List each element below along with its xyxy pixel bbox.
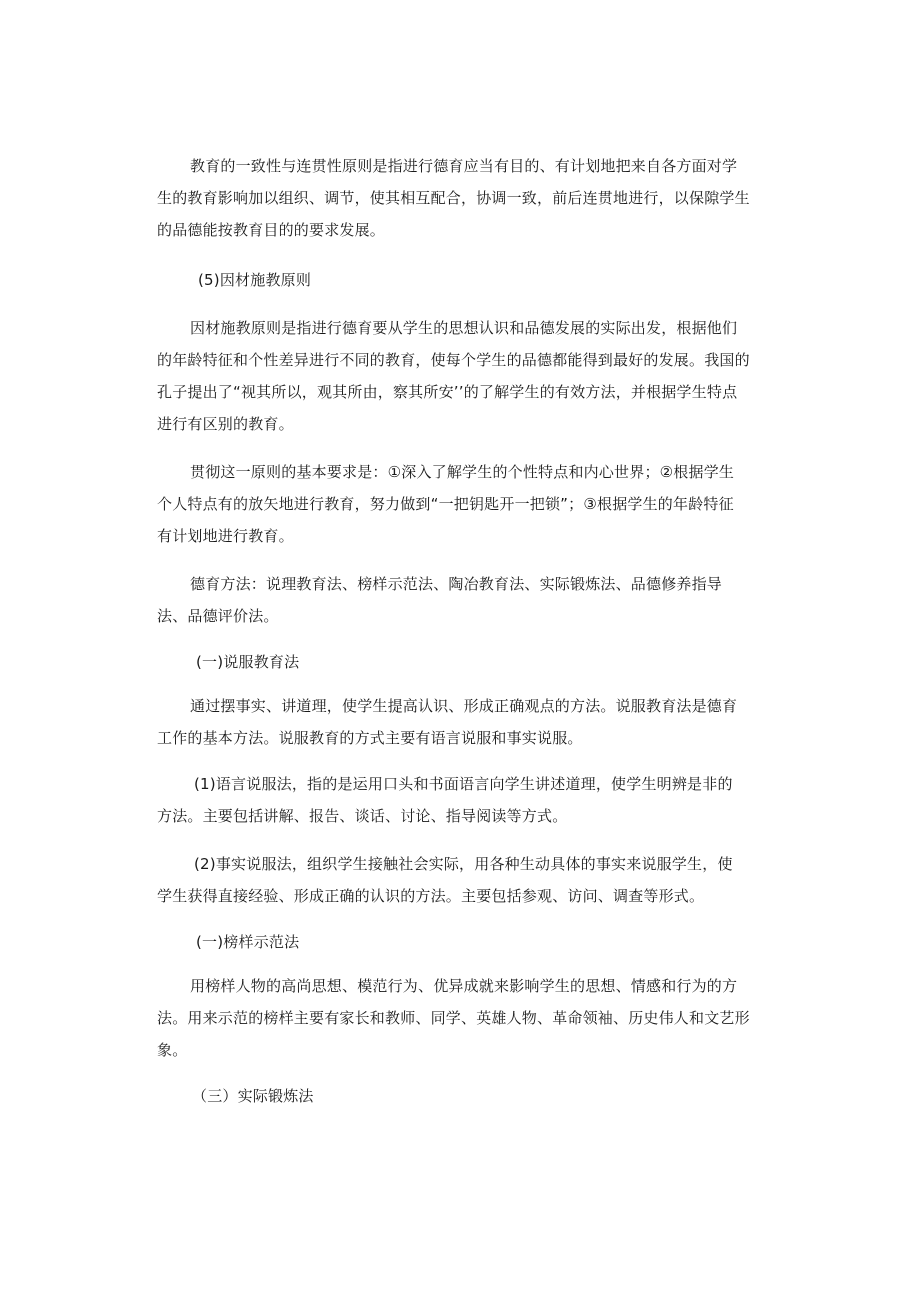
text-line: (2)事实说服法，组织学生接触社会实际，用各种生动具体的事实来说服学生，使 xyxy=(194,855,733,873)
paragraph-persuasion-definition-cont xyxy=(157,722,583,754)
paragraph-role-model-definition-cont xyxy=(157,1002,750,1066)
heading-persuasion-method xyxy=(196,646,299,678)
text-line: 法、品德评价法。 xyxy=(157,607,279,625)
paragraph-consistency-principle xyxy=(190,150,737,182)
text-line: 贯彻这一原则的基本要求是：①深入了解学生的个性特点和内心世界；②根据学生 xyxy=(190,463,735,481)
paragraph-persuasion-definition xyxy=(190,690,737,722)
text-line: 工作的基本方法。说服教育的方式主要有语言说服和事实说服。 xyxy=(157,729,583,747)
paragraph-moral-methods xyxy=(190,568,722,600)
paragraph-verbal-persuasion-cont xyxy=(157,800,567,832)
heading-text: (一)榜样示范法 xyxy=(196,933,300,951)
text-line: 的品德能按教育目的的要求发展。 xyxy=(157,221,386,239)
text-line: 法。用来示范的榜样主要有家长和教师、同学、英雄人物、革命领袖、历史伟人和文艺形 xyxy=(157,1009,750,1027)
heading-text: (一)说服教育法 xyxy=(196,653,300,671)
text-line: 通过摆事实、讲道理，使学生提高认识、形成正确观点的方法。说服教育法是德育 xyxy=(190,697,738,715)
text-line: 因材施教原则是指进行德育要从学生的思想认识和品德发展的实际出发，根据他们 xyxy=(190,319,738,337)
text-line: 方法。主要包括讲解、报告、谈话、讨论、指导阅读等方式。 xyxy=(157,807,568,825)
paragraph-aptitude-principle-cont xyxy=(157,344,750,440)
paragraph-role-model-definition xyxy=(190,970,737,1002)
text-line: 进行有区别的教育。 xyxy=(157,415,294,433)
paragraph-verbal-persuasion xyxy=(194,768,733,800)
text-line: 学生获得直接经验、形成正确的认识的方法。主要包括参观、访问、调查等形式。 xyxy=(157,887,705,905)
text-line: 孔子提出了“视其所以，观其所由，察其所安’’的了解学生的有效方法，并根据学生特点 xyxy=(157,383,738,401)
text-line: 象。 xyxy=(157,1041,188,1059)
text-line: 有计划地进行教育。 xyxy=(157,527,294,545)
heading-practical-training-method xyxy=(192,1080,314,1112)
heading-text: (5)因材施教原则 xyxy=(198,271,312,289)
paragraph-factual-persuasion-cont xyxy=(157,880,704,912)
text-line: 个人特点有的放矢地进行教育，努力做到“一把钥匙开一把锁”；③根据学生的年龄特征 xyxy=(157,495,734,513)
heading-role-model-method xyxy=(196,926,299,958)
text-line: 德育方法：说理教育法、榜样示范法、陶冶教育法、实际锻炼法、品德修养指导 xyxy=(190,575,723,593)
text-line: 的年龄特征和个性差异进行不同的教育，使每个学生的品德都能得到最好的发展。我国的 xyxy=(157,351,750,369)
heading-text: （三）实际锻炼法 xyxy=(192,1087,314,1105)
paragraph-moral-methods-cont xyxy=(157,600,279,632)
text-line: 教育的一致性与连贯性原则是指进行德育应当有目的、有计划地把来自各方面对学 xyxy=(190,157,738,175)
paragraph-factual-persuasion xyxy=(194,848,733,880)
text-line: (1)语言说服法，指的是运用口头和书面语言向学生讲述道理，使学生明辨是非的 xyxy=(194,775,733,793)
paragraph-consistency-principle-cont xyxy=(157,182,750,246)
paragraph-basic-requirements-cont xyxy=(157,488,734,552)
paragraph-aptitude-principle xyxy=(190,312,737,344)
heading-teach-by-aptitude xyxy=(198,264,311,296)
text-line: 用榜样人物的高尚思想、模范行为、优异成就来影响学生的思想、情感和行为的方 xyxy=(190,977,738,995)
paragraph-basic-requirements xyxy=(190,456,734,488)
text-line: 生的教育影响加以组织、调节，使其相互配合，协调一致，前后连贯地进行，以保隙学生 xyxy=(157,189,750,207)
